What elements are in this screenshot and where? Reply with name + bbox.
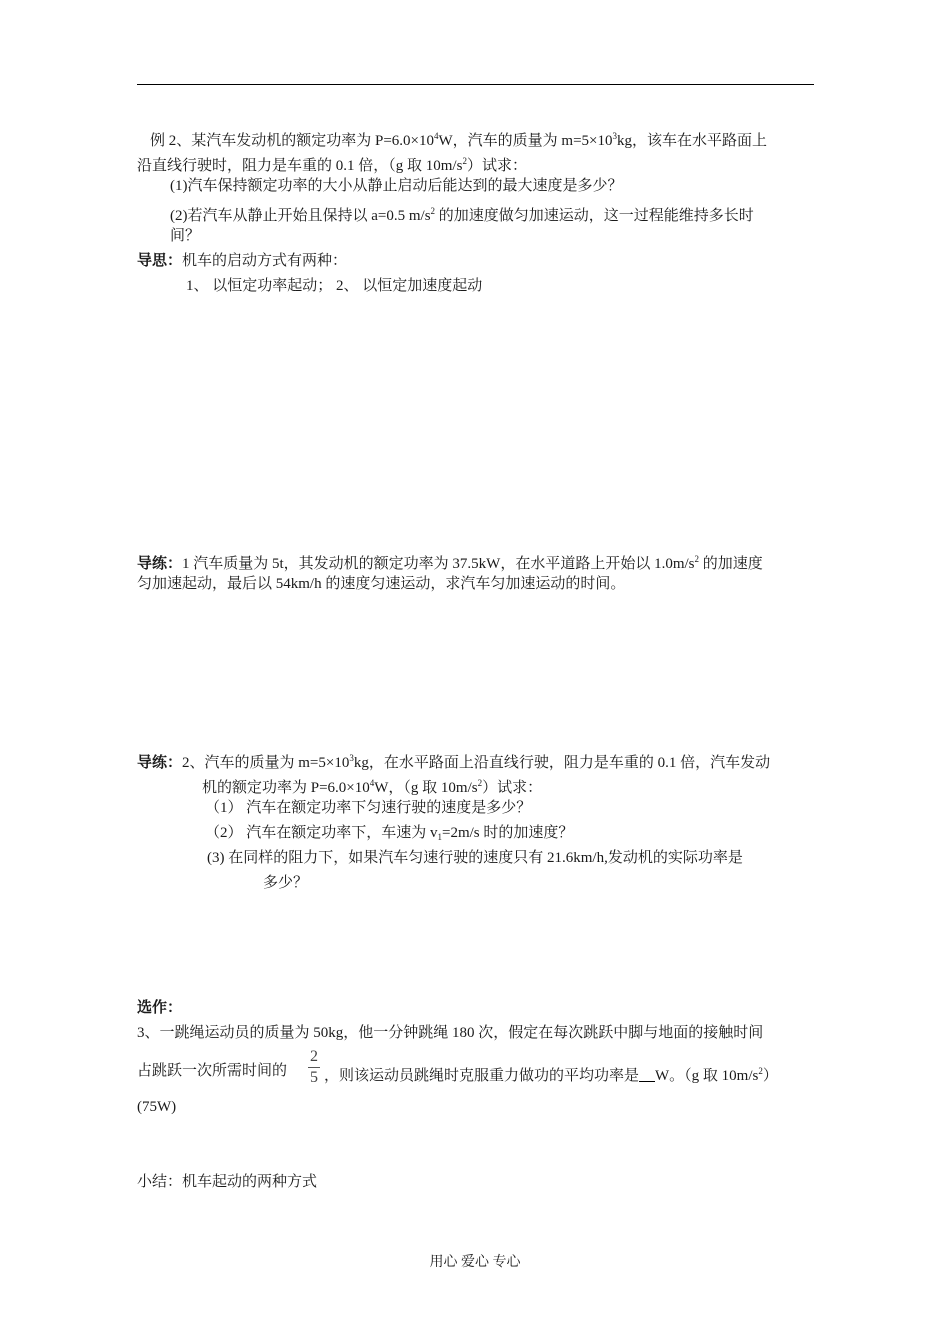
practice1-line1: 导练：1 汽车质量为 5t，其发动机的额定功率为 37.5kW，在水平道路上开始以 $1.0m/s^2$ 的加速度 <box>137 554 763 572</box>
example2-question2: (2)若汽车从静止开始且保持以 a=0.5 $m/s^2$ 的加速度做匀加速运动，这一过程能维持多长时 <box>170 206 754 224</box>
example2-question1: (1)汽车保持额定功率的大小从静止启动后能达到的最大速度是多少？ <box>170 178 623 194</box>
example2-question2-cont: 间？ <box>170 228 201 244</box>
practice2-question3: (3) 在同样的阻力下，如果汽车匀速行驶的速度只有 21.6km/h,发动机的实际功率是 <box>207 850 743 866</box>
practice2-line2: 机的额定功率为 $P=6.0\times 10^4W$，（g 取 $10m/s^2$）试求： <box>202 778 543 796</box>
fraction-denominator: 5 <box>310 1069 318 1086</box>
elective-label: 选作： <box>137 1000 183 1016</box>
page-footer: 用心 爱心 专心 <box>429 1255 521 1270</box>
answer-blank <box>639 1067 655 1082</box>
fraction-two-fifths <box>308 1048 320 1087</box>
guide-label: 导思： <box>137 253 183 269</box>
fraction-numerator: 2 <box>310 1048 318 1065</box>
header-rule <box>137 84 814 85</box>
summary-line: 小结：机车起动的两种方式 <box>137 1174 318 1190</box>
practice2-question1: （1） 汽车在额定功率下匀速行驶的速度是多少？ <box>205 800 532 816</box>
elective-line2a: 占跳跃一次所需时间的 <box>137 1063 288 1079</box>
elective-answer: (75W) <box>137 1099 177 1115</box>
practice2-question3-cont: 多少？ <box>263 875 309 891</box>
guide-line: 导思：机车的启动方式有两种： <box>137 253 348 269</box>
practice2-question2: （2） 汽车在额定功率下，车速为 $v_1=2m/s$ 时的加速度？ <box>205 825 574 842</box>
practice2-line1: 导练：2、汽车的质量为 $m=5\times 10^3kg$，在水平路面上沿直线行驶，阻力是车重的 0.1 倍，汽车发动 <box>137 753 771 771</box>
elective-line1: 3、一跳绳运动员的质量为 50kg，他一分钟跳绳 180 次，假定在每次跳跃中脚与地面的接触时间 <box>137 1025 764 1041</box>
practice2-label: 导练： <box>137 755 183 771</box>
example2-line1: 例 2、某汽车发动机的额定功率为 $P=6.0\times 10^4W$，汽车的质量为 $m=5\times 10^3kg$，该车在水平路面上 <box>150 131 768 149</box>
guide-modes: 1、 以恒定功率起动； 2、 以恒定加速度起动 <box>186 278 483 294</box>
example2-line2: 沿直线行驶时，阻力是车重的 0.1 倍，（g 取 $10m/s^2$）试求： <box>137 156 527 174</box>
elective-line2b: ，则该运动员跳绳时克服重力做功的平均功率是 W。（g 取 $10m/s^2$） <box>324 1066 778 1084</box>
practice1-label: 导练： <box>137 556 183 572</box>
practice1-line2: 匀加速起动，最后以 54km/h 的速度匀速运动，求汽车匀加速运动的时间。 <box>137 576 626 592</box>
